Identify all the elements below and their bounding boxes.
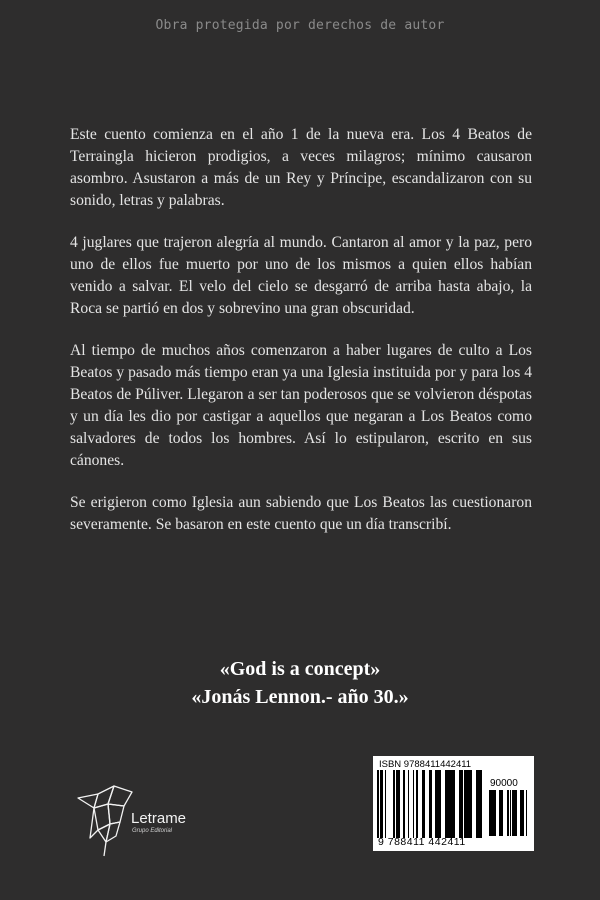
back-cover-blurb bbox=[70, 124, 532, 556]
barcode-bar bbox=[445, 770, 446, 838]
barcode-bar bbox=[512, 790, 515, 836]
barcode-bar bbox=[399, 770, 400, 838]
barcode-bar bbox=[416, 770, 417, 838]
barcode-bar bbox=[452, 770, 455, 838]
quote-line-1: «God is a concept» bbox=[219, 658, 381, 680]
blurb-paragraph-4: Se erigieron como Iglesia aun sabiendo que Los Beatos las cuestionaron severamente. Se basaron en este cuento que un día transcribí. bbox=[70, 494, 532, 533]
barcode-bar bbox=[520, 790, 522, 836]
barcode-bar bbox=[413, 770, 414, 838]
ean-digits: 9 788411 442411 bbox=[378, 836, 466, 848]
barcode-bar bbox=[429, 770, 432, 838]
barcode-bar bbox=[502, 790, 503, 836]
barcode-bar bbox=[476, 770, 479, 838]
barcode-bar bbox=[377, 770, 379, 838]
barcode-bar bbox=[499, 790, 502, 836]
isbn-label: ISBN 9788411442411 bbox=[379, 759, 472, 770]
barcode-bar bbox=[489, 790, 492, 836]
barcode-bar bbox=[522, 790, 524, 836]
barcode-bar bbox=[495, 790, 496, 836]
barcode-bar bbox=[462, 770, 463, 838]
barcode-bar bbox=[396, 770, 399, 838]
barcode-bar bbox=[464, 770, 466, 838]
price-code: 90000 bbox=[490, 778, 518, 789]
barcode-bar bbox=[449, 770, 452, 838]
barcode-bar bbox=[459, 770, 462, 838]
barcode-bar bbox=[510, 790, 511, 836]
isbn-barcode bbox=[373, 756, 534, 851]
barcode-bar bbox=[408, 770, 409, 838]
barcode-bar bbox=[466, 770, 467, 838]
barcode-bar bbox=[422, 770, 425, 838]
barcode-bar bbox=[515, 790, 517, 836]
barcode-bar bbox=[446, 770, 449, 838]
barcode-bar bbox=[469, 770, 471, 838]
origami-bird-icon bbox=[74, 780, 136, 860]
barcode-bar bbox=[479, 770, 481, 838]
barcode-bar bbox=[393, 770, 395, 838]
addon-barcode-bars bbox=[489, 790, 529, 836]
blurb-paragraph-3: Al tiempo de muchos años comenzaron a haber lugares de culto a Los Beatos y pasado más tiempo eran ya una Iglesia instituida por y para los 4 Beatos de Púliver. Llegaron a ser tan poderosos que se volvieron déspotas y un día les dio por castigar a aquellos que negaran a Los Beatos como salvadores de todos los hombres. Así lo estipularon, escrito en sus cánones. bbox=[70, 342, 532, 469]
blurb-paragraph-1: Este cuento comienza en el año 1 de la nueva era. Los 4 Beatos de Terraingla hicieron prodigios, a veces milagros; mínimo causaron asombro. Asustaron a más de un Rey y Príncipe, escandalizaron con su sonido, letras y palabras. bbox=[70, 126, 532, 209]
barcode-bar bbox=[481, 770, 482, 838]
publisher-logo bbox=[74, 780, 224, 860]
barcode-bar bbox=[526, 790, 527, 836]
barcode-bar bbox=[471, 770, 472, 838]
publisher-name: Letrame bbox=[131, 810, 187, 827]
watermark-top: Obra protegida por derechos de autor bbox=[155, 18, 445, 33]
ean-barcode-bars bbox=[377, 770, 485, 838]
barcode-bar bbox=[380, 770, 382, 838]
publisher-subtitle: Grupo Editorial bbox=[132, 828, 173, 834]
barcode-bar bbox=[437, 770, 439, 838]
quote-line-2: «Jonás Lennon.- año 30.» bbox=[191, 686, 409, 708]
blurb-paragraph-2: 4 juglares que trajeron alegría al mundo. Cantaron al amor y la paz, pero uno de ellos fue muerto por uno de los mismos a quien ellos habían venido a salvar. El velo del cielo se desgarró de arriba hasta abajo, la Roca se partió en dos y sobrevino una gran obscuridad. bbox=[70, 234, 532, 317]
barcode-bar bbox=[385, 770, 386, 838]
barcode-bar bbox=[439, 770, 441, 838]
barcode-bar bbox=[382, 770, 383, 838]
barcode-bar bbox=[403, 770, 405, 838]
barcode-bar bbox=[492, 790, 495, 836]
barcode-bar bbox=[507, 790, 509, 836]
barcode-bar bbox=[467, 770, 469, 838]
barcode-bar bbox=[417, 770, 418, 838]
barcode-bar bbox=[435, 770, 437, 838]
